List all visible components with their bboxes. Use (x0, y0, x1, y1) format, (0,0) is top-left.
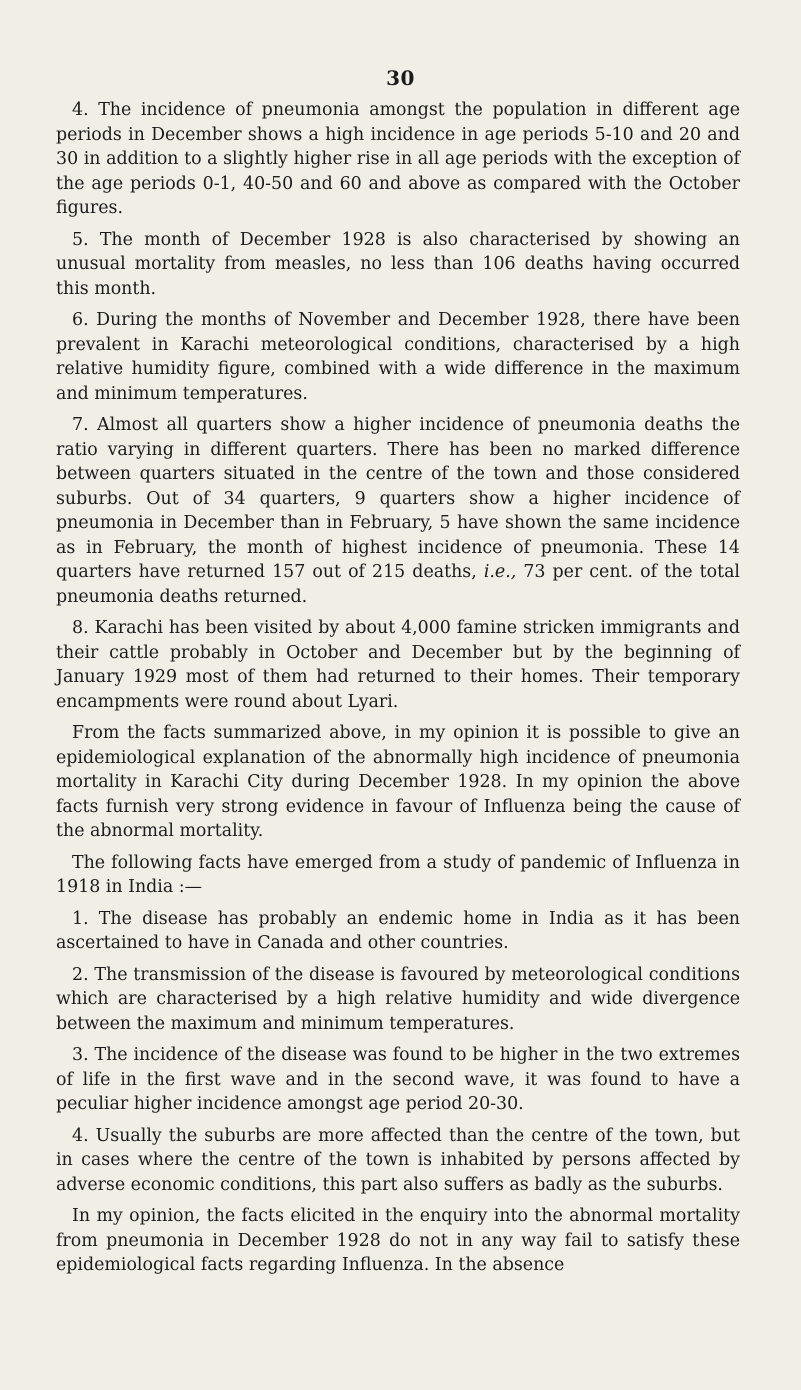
fact-text: The transmission of the disease is favoured by meteorological conditions which are characterised by a high relative humidity and wide divergence between the maximum and minimum temperatures. (56, 964, 740, 1034)
paragraph-text-continued: 73 per cent. of the total pneumonia deaths returned. (56, 562, 740, 607)
paragraph-number: 5. (72, 229, 89, 250)
paragraph-text: Karachi has been visited by about 4,000 famine stricken immigrants and their cattle probably in October and December but by the beginning of January 1929 most of them had returned to their homes. Their temporary encampments were round about Lyari. (56, 618, 740, 712)
paragraph-number: 6. (72, 310, 89, 330)
fact-4 (56, 1124, 740, 1198)
paragraph-7 (56, 413, 740, 609)
paragraph-number: 7. (72, 415, 89, 435)
paragraph-4 (56, 98, 740, 221)
fact-number: 2. (72, 964, 89, 985)
body-text (56, 98, 740, 1285)
paragraph-text: The month of December 1928 is also characterised by showing an unusual mortality from measles, no less than 106 deaths having occurred this month. (56, 229, 740, 299)
paragraph-6 (56, 308, 740, 406)
page-number: 30 (386, 66, 415, 90)
paragraph-number: 8. (72, 618, 89, 638)
paragraph-text: From the facts summarized above, in my opinion it is possible to give an epidemiological explanation of the abnormally high incidence of pneumonia mortality in Karachi City during December 1928. In my opinion the above facts furnish very strong evidence in favour of Influenza being the cause of the abnormal mortality. (56, 723, 740, 841)
paragraph-text: In my opinion, the facts elicited in the enquiry into the abnormal mortality from pneumonia in December 1928 do not in any way fail to satisfy these epidemiological facts regarding Influenza. In the absence (56, 1206, 740, 1275)
fact-text: Usually the suburbs are more affected than the centre of the town, but in cases where the centre of the town is inhabited by persons affected by adverse economic conditions, this part also suffers as badly as the suburbs. (56, 1125, 741, 1195)
paragraph-5 (56, 228, 740, 302)
paragraph-following-facts (56, 851, 740, 900)
paragraph-text: Almost all quarters show a higher incidence of pneumonia deaths the ratio varying in different quarters. There has been no marked difference between quarters situated in the centre of the town and those considered suburbs. Out of 34 quarters, 9 quarters show a higher incidence of pneumonia in December than in February, 5 have shown the same incidence as in February, the month of highest incidence of pneumonia. These 14 quarters have returned 157 out of 215 deaths, (56, 415, 740, 582)
paragraph-text: The incidence of pneumonia amongst the population in different age periods in December shows a high incidence in age periods 5-10 and 20 and 30 in addition to a slightly higher rise in all age periods with the exception of the age periods 0-1, 40-50 and 60 and above as compared with the October figures. (56, 100, 740, 218)
fact-number: 3. (72, 1045, 89, 1065)
fact-2 (56, 963, 740, 1037)
paragraph-conclusion (56, 721, 740, 844)
fact-number: 1. (72, 908, 89, 929)
paragraph-final (56, 1204, 740, 1278)
paragraph-number: 4. (72, 100, 89, 120)
fact-text: The disease has probably an endemic home in India as it has been ascertained to have in Canada and other countries. (56, 908, 741, 953)
paragraph-text: During the months of November and December 1928, there have been prevalent in Karachi meteorological conditions, characterised by a high relative humidity figure, combined with a wide difference in the maximum and minimum temperatures. (56, 310, 741, 404)
fact-1 (56, 907, 740, 956)
fact-text: The incidence of the disease was found to be higher in the two extremes of life in the first wave and in the second wave, it was found to have a peculiar higher incidence amongst age period 20-30. (56, 1045, 741, 1114)
paragraph-8 (56, 616, 740, 714)
ie-abbreviation: i.e., (483, 562, 517, 582)
paragraph-text: The following facts have emerged from a study of pandemic of Influenza in 1918 in India :— (56, 852, 740, 897)
fact-number: 4. (72, 1125, 89, 1146)
fact-3 (56, 1043, 740, 1117)
